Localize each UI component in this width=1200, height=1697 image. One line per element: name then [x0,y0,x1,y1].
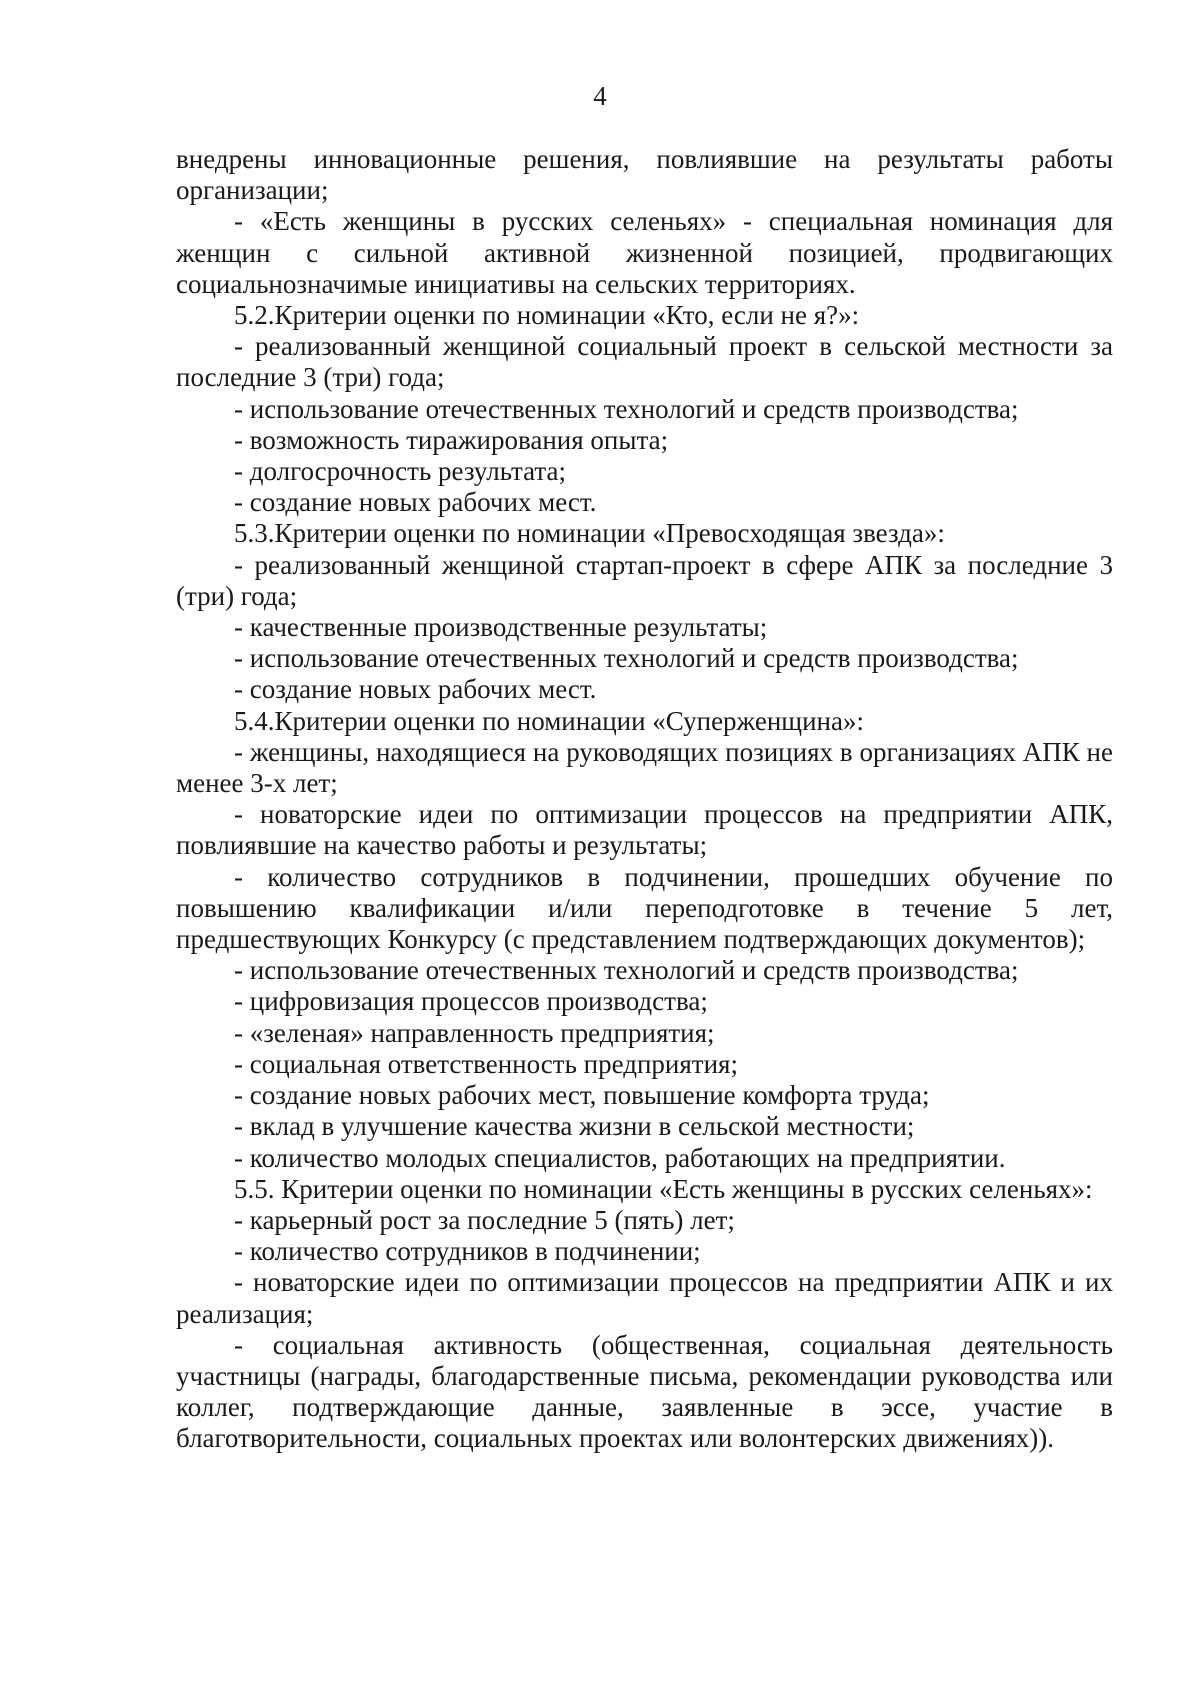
paragraph: - «Есть женщины в русских селеньях» - специальная номинация для женщин с сильной активной жизненной позицией, продвигающих социальнозначимые инициативы на сельских территориях. [176,206,1113,299]
list-item: - социальная активность (общественная, социальная деятельность участницы (награды, благодарственные письма, рекомендации руководства или коллег, подтверждающие данные, заявленные в эссе, участие в благотворительности, социальных проектах или волонтерских движениях)). [176,1329,1113,1454]
list-item: - создание новых рабочих мест, повышение комфорта труда; [234,1080,930,1111]
list-item: - количество сотрудников в подчинении; [234,1236,701,1267]
list-item: - новаторские идеи по оптимизации процессов на предприятии АПК и их реализация; [176,1267,1113,1329]
list-item: - количество сотрудников в подчинении, прошедших обучение по повышению квалификации и/или переподготовке в течение 5 лет, предшествующих Конкурсу (с представлением подтверждающих документов); [176,861,1113,955]
list-item: - создание новых рабочих мест. [234,674,597,705]
section-heading: 5.3.Критерии оценки по номинации «Превосходящая звезда»: [234,518,945,549]
page-number: 4 [593,81,607,111]
list-item: - карьерный рост за последние 5 (пять) лет; [234,1204,735,1235]
list-item: - реализованный женщиной стартап-проект в сфере АПК за последние 3 (три) года; [176,549,1113,611]
list-item: - новаторские идеи по оптимизации процессов на предприятии АПК, повлиявшие на качество работы и результаты; [176,799,1113,861]
document-body [176,144,1113,1455]
list-item: - «зеленая» направленность предприятия; [234,1017,715,1048]
list-item: - долгосрочность результата; [234,456,567,487]
list-item: - женщины, находящиеся на руководящих позициях в организациях АПК не менее 3-х лет; [176,736,1113,799]
list-item: - реализованный женщиной социальный проект в сельской местности за последние 3 (три) года; [176,331,1113,393]
list-item: - качественные производственные результаты; [234,612,768,643]
list-item: - вклад в улучшение качества жизни в сельской местности; [234,1111,915,1142]
section-heading: 5.4.Критерии оценки по номинации «Суперженщина»: [234,705,864,736]
list-item: - возможность тиражирования опыта; [234,424,669,455]
section-heading: 5.2.Критерии оценки по номинации «Кто, если не я?»: [234,300,860,331]
list-item: - использование отечественных технологий и средств производства; [234,393,1019,424]
list-item: - использование отечественных технологий и средств производства; [234,955,1019,986]
list-item: - цифровизация процессов производства; [234,986,708,1017]
list-item: - количество молодых специалистов, работающих на предприятии. [234,1142,1006,1173]
list-item: - социальная ответственность предприятия; [234,1048,738,1079]
list-item: - создание новых рабочих мест. [234,487,597,518]
section-heading: 5.5. Критерии оценки по номинации «Есть женщины в русских селеньях»: [234,1173,1093,1204]
paragraph: внедрены инновационные решения, повлиявшие на результаты работы организации; [176,144,1113,206]
list-item: - использование отечественных технологий и средств производства; [234,643,1019,674]
